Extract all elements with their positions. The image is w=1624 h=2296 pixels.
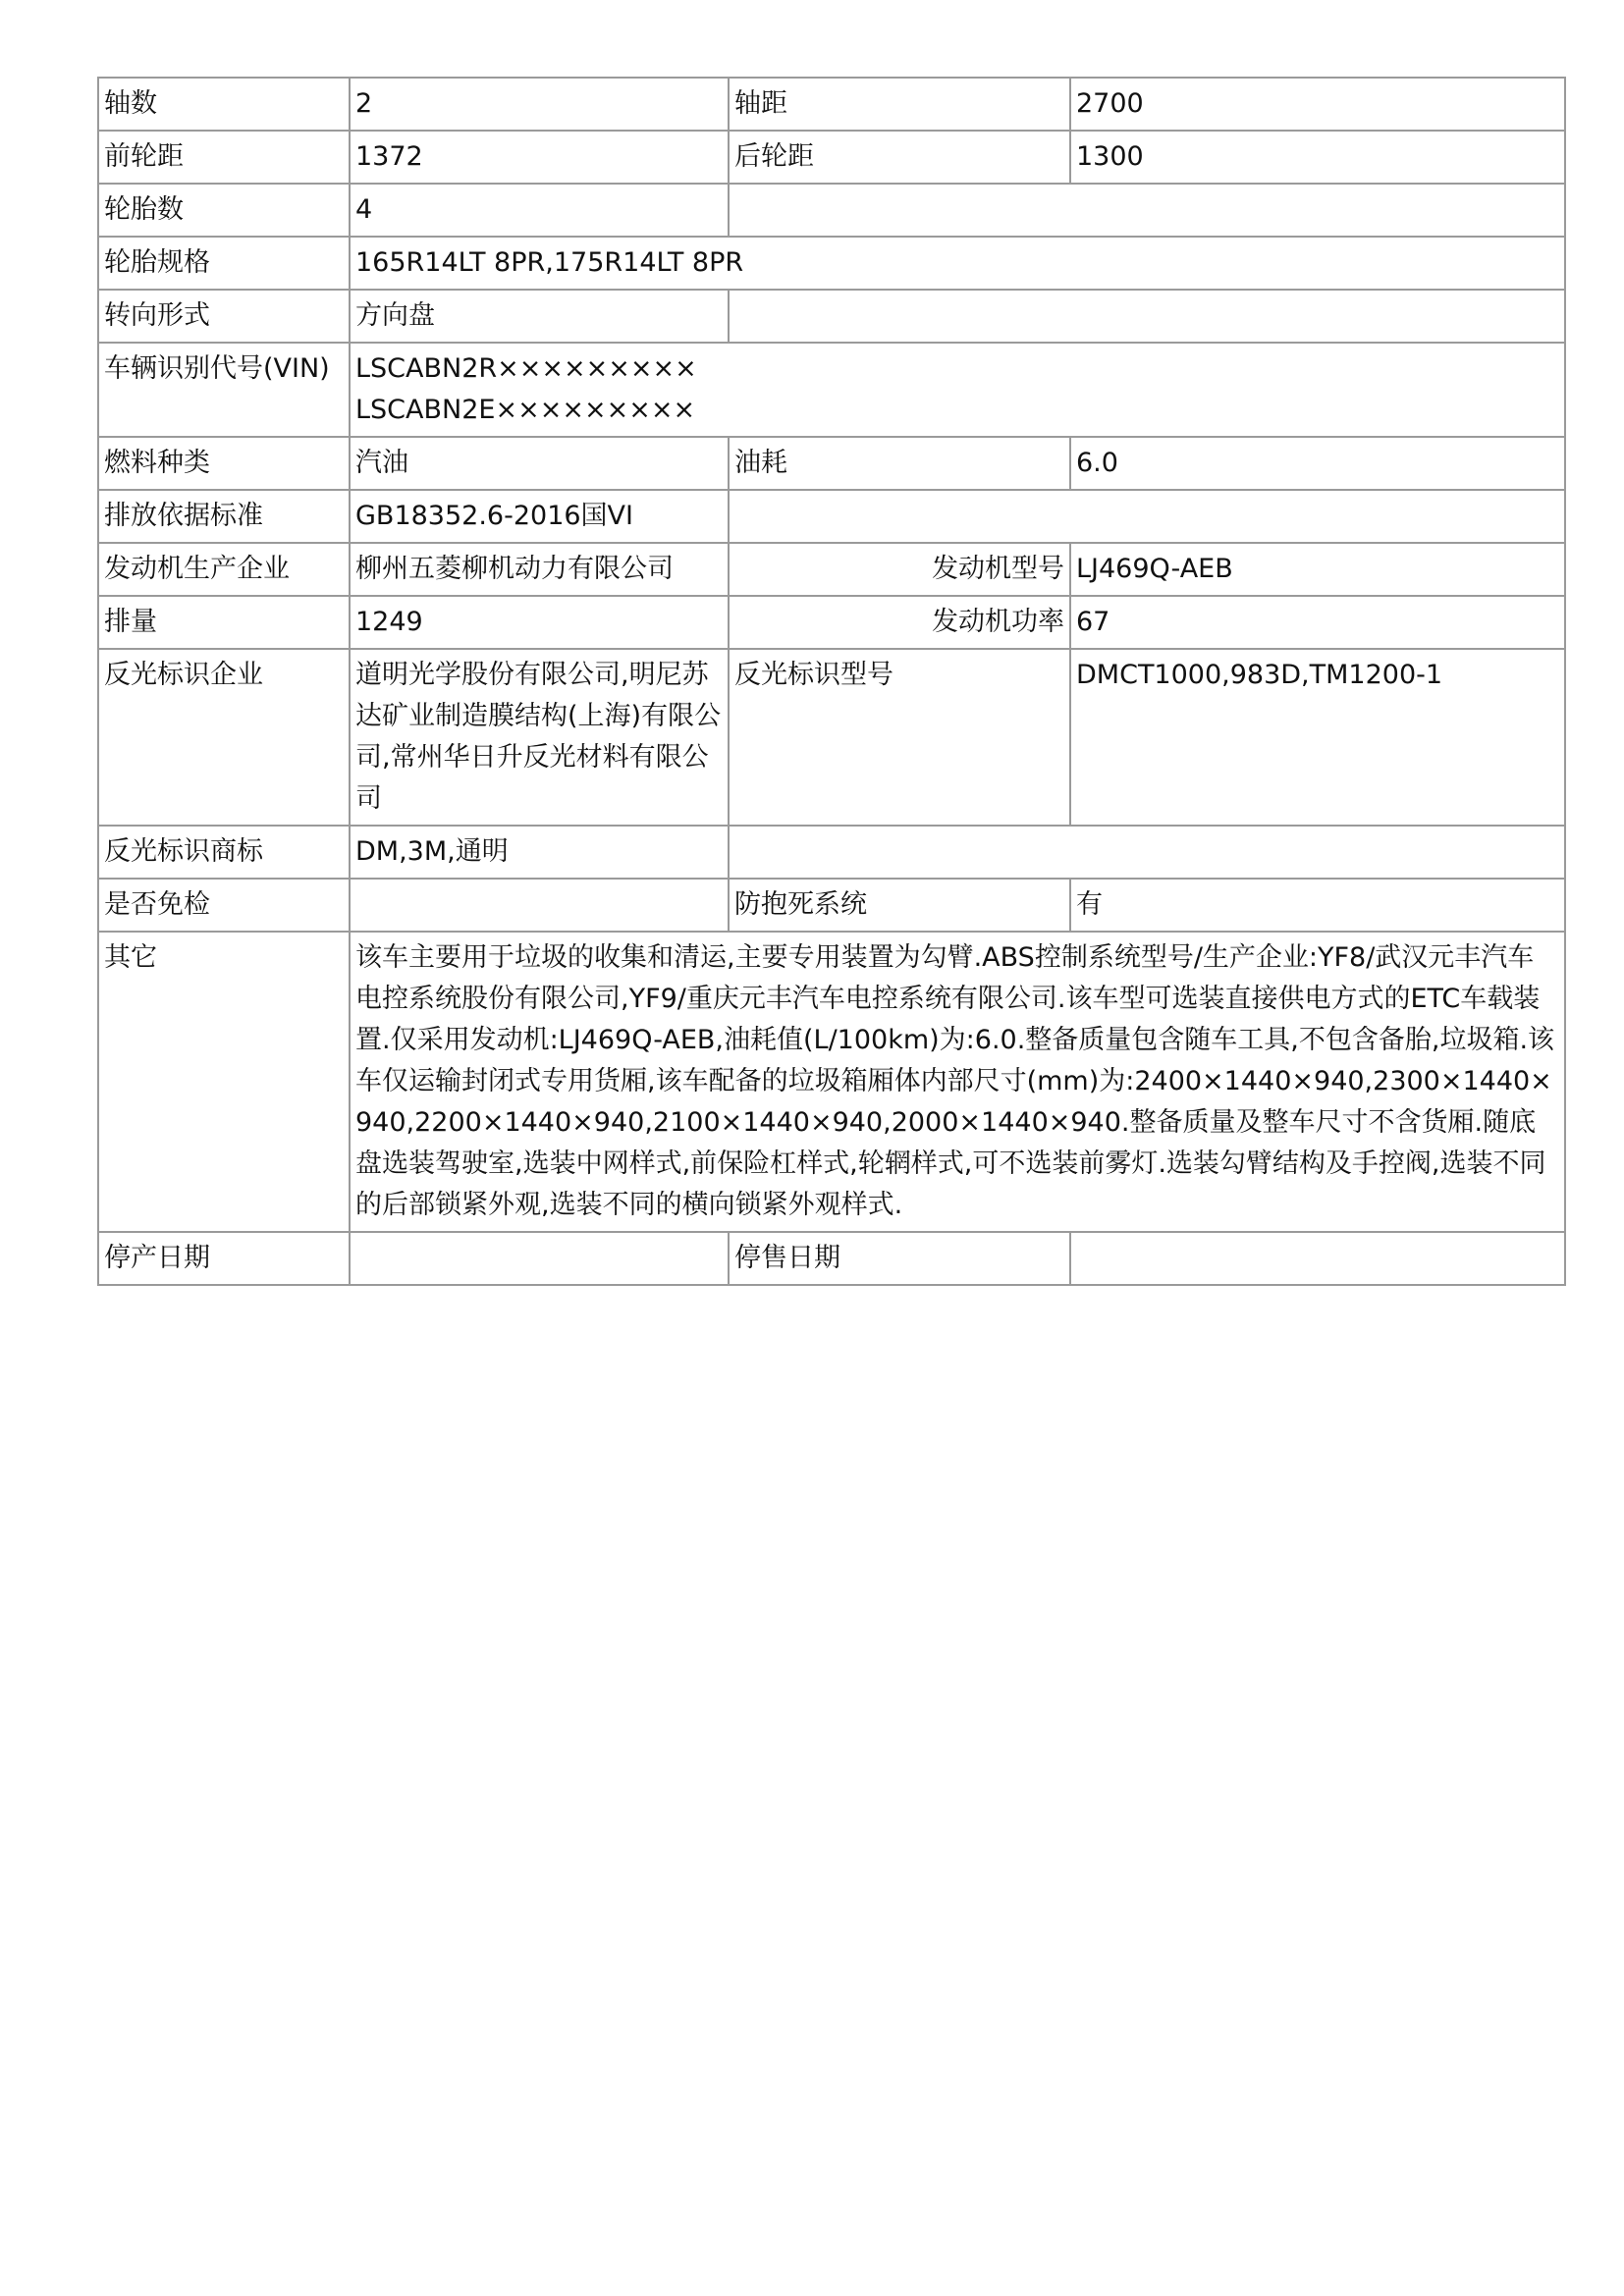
label-cell: 反光标识企业: [98, 649, 350, 826]
label-cell: 转向形式: [98, 290, 350, 343]
label-cell: 发动机型号: [729, 543, 1070, 596]
value-cell: 1372: [350, 131, 729, 184]
label-cell: 车辆识别代号(VIN): [98, 343, 350, 437]
table-row: [98, 184, 1565, 237]
label-cell: 反光标识商标: [98, 826, 350, 879]
vin-line: LSCABN2R×××××××××: [355, 353, 697, 384]
label-cell: 其它: [98, 932, 350, 1232]
table-row: [98, 649, 1565, 826]
label-cell: 轮胎数: [98, 184, 350, 237]
value-cell: 汽油: [350, 437, 729, 490]
value-cell: 道明光学股份有限公司,明尼苏达矿业制造膜结构(上海)有限公司,常州华日升反光材料有限公司: [350, 649, 729, 826]
empty-cell: [729, 490, 1565, 543]
table-row: [98, 343, 1565, 437]
value-cell: DMCT1000,983D,TM1200-1: [1070, 649, 1565, 826]
empty-cell: [729, 826, 1565, 879]
value-cell: GB18352.6-2016国VI: [350, 490, 729, 543]
table-row: [98, 437, 1565, 490]
value-cell: [350, 1232, 729, 1285]
value-cell: [350, 879, 729, 932]
value-cell: [1070, 1232, 1565, 1285]
value-cell: 6.0: [1070, 437, 1565, 490]
label-cell: 前轮距: [98, 131, 350, 184]
value-cell: 该车主要用于垃圾的收集和清运,主要专用装置为勾臂.ABS控制系统型号/生产企业:YF8/武汉元丰汽车电控系统股份有限公司,YF9/重庆元丰汽车电控系统有限公司.该车型可选装直接供电方式的ETC车载装置.仅采用发动机:LJ469Q-AEB,油耗值(L/100km)为:6.0.整备质量包含随车工具,不包含备胎,垃圾箱.该车仅运输封闭式专用货厢,该车配备的垃圾箱厢体内部尺寸(mm)为:2400×1440×940,2300×1440×940,2200×1440×940,2100×1440×940,2000×1440×940.整备质量及整车尺寸不含货厢.随底盘选装驾驶室,选装中网样式,前保险杠样式,轮辋样式,可不选装前雾灯.选装勾臂结构及手控阀,选装不同的后部锁紧外观,选装不同的横向锁紧外观样式.: [350, 932, 1565, 1232]
table-row: [98, 78, 1565, 131]
table-row: [98, 237, 1565, 290]
label-cell: 轮胎规格: [98, 237, 350, 290]
table-row: [98, 290, 1565, 343]
value-cell: 方向盘: [350, 290, 729, 343]
label-cell: 发动机生产企业: [98, 543, 350, 596]
value-cell: 67: [1070, 596, 1565, 649]
empty-cell: [729, 290, 1565, 343]
value-cell: [350, 343, 1565, 437]
label-cell: 排量: [98, 596, 350, 649]
value-cell: 165R14LT 8PR,175R14LT 8PR: [350, 237, 1565, 290]
label-cell: 排放依据标准: [98, 490, 350, 543]
table-row: [98, 879, 1565, 932]
label-cell: 燃料种类: [98, 437, 350, 490]
table-row: [98, 932, 1565, 1232]
value-cell: 柳州五菱柳机动力有限公司: [350, 543, 729, 596]
label-cell: 发动机功率: [729, 596, 1070, 649]
label-cell: 停售日期: [729, 1232, 1070, 1285]
label-cell: 轴距: [729, 78, 1070, 131]
value-cell: 1249: [350, 596, 729, 649]
value-cell: 2700: [1070, 78, 1565, 131]
value-cell: 1300: [1070, 131, 1565, 184]
value-cell: LJ469Q-AEB: [1070, 543, 1565, 596]
label-cell: 防抱死系统: [729, 879, 1070, 932]
label-cell: 是否免检: [98, 879, 350, 932]
value-cell: 2: [350, 78, 729, 131]
table-row: [98, 1232, 1565, 1285]
vehicle-spec-table: [97, 77, 1566, 1286]
label-cell: 后轮距: [729, 131, 1070, 184]
table-row: [98, 596, 1565, 649]
value-cell: 4: [350, 184, 729, 237]
value-cell: DM,3M,通明: [350, 826, 729, 879]
label-cell: 停产日期: [98, 1232, 350, 1285]
value-cell: 有: [1070, 879, 1565, 932]
vin-line: LSCABN2E×××××××××: [355, 395, 696, 425]
label-cell: 反光标识型号: [729, 649, 1070, 826]
label-cell: 轴数: [98, 78, 350, 131]
table-row: [98, 543, 1565, 596]
table-row: [98, 131, 1565, 184]
label-cell: 油耗: [729, 437, 1070, 490]
table-row: [98, 826, 1565, 879]
table-row: [98, 490, 1565, 543]
empty-cell: [729, 184, 1565, 237]
